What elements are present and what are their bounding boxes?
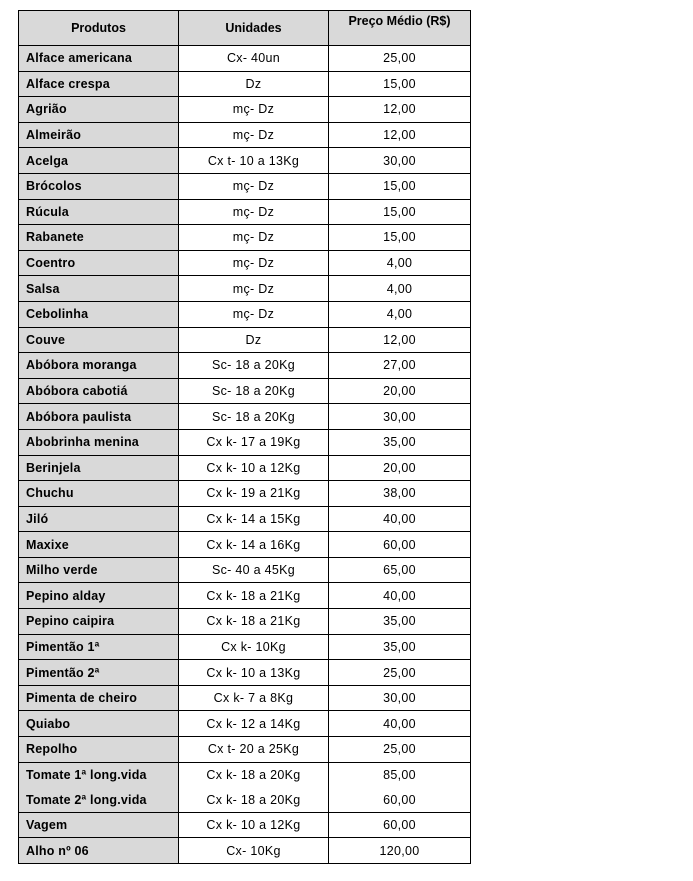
unit-cell: mç- Dz xyxy=(179,276,329,302)
price-cell: 12,00 xyxy=(329,327,471,353)
table-row xyxy=(19,481,471,507)
table-row xyxy=(19,506,471,532)
price-cell: 60,00 xyxy=(329,787,471,812)
product-cell: Berinjela xyxy=(19,455,179,481)
price-cell: 15,00 xyxy=(329,173,471,199)
unit-cell: Cx k- 10 a 12Kg xyxy=(179,455,329,481)
product-cell: Pepino alday xyxy=(19,583,179,609)
table-row xyxy=(19,250,471,276)
unit-cell: mç- Dz xyxy=(179,301,329,327)
table-body xyxy=(19,46,471,864)
unit-cell: Cx k- 18 a 20Kg xyxy=(179,762,329,787)
price-cell: 35,00 xyxy=(329,609,471,635)
price-cell: 15,00 xyxy=(329,199,471,225)
unit-cell: mç- Dz xyxy=(179,97,329,123)
price-cell: 4,00 xyxy=(329,276,471,302)
table-row xyxy=(19,199,471,225)
product-cell: Pimenta de cheiro xyxy=(19,685,179,711)
product-cell: Acelga xyxy=(19,148,179,174)
unit-cell: Cx k- 7 a 8Kg xyxy=(179,685,329,711)
unit-cell: mç- Dz xyxy=(179,173,329,199)
product-cell: Couve xyxy=(19,327,179,353)
price-cell: 38,00 xyxy=(329,481,471,507)
unit-cell: Sc- 18 a 20Kg xyxy=(179,378,329,404)
product-cell: Milho verde xyxy=(19,557,179,583)
price-table-container xyxy=(18,10,471,864)
product-cell: Abóbora paulista xyxy=(19,404,179,430)
table-row xyxy=(19,609,471,635)
product-cell: Agrião xyxy=(19,97,179,123)
price-cell: 65,00 xyxy=(329,557,471,583)
price-cell: 20,00 xyxy=(329,455,471,481)
table-row xyxy=(19,455,471,481)
unit-cell: Sc- 18 a 20Kg xyxy=(179,353,329,379)
price-cell: 35,00 xyxy=(329,634,471,660)
unit-cell: Cx k- 18 a 21Kg xyxy=(179,609,329,635)
header-preco-medio: Preço Médio (R$) xyxy=(329,11,471,46)
table-row xyxy=(19,532,471,558)
price-cell: 12,00 xyxy=(329,97,471,123)
price-cell: 12,00 xyxy=(329,122,471,148)
unit-cell: Cx k- 14 a 15Kg xyxy=(179,506,329,532)
unit-cell: Cx k- 10 a 12Kg xyxy=(179,812,329,838)
product-cell: Salsa xyxy=(19,276,179,302)
product-cell: Pimentão 2ª xyxy=(19,660,179,686)
price-cell: 40,00 xyxy=(329,583,471,609)
product-cell: Quiabo xyxy=(19,711,179,737)
price-cell: 25,00 xyxy=(329,660,471,686)
table-row xyxy=(19,173,471,199)
unit-cell: Cx k- 19 a 21Kg xyxy=(179,481,329,507)
product-cell: Maxixe xyxy=(19,532,179,558)
product-cell: Alho nº 06 xyxy=(19,838,179,864)
table-header-row xyxy=(19,11,471,46)
product-cell: Abóbora moranga xyxy=(19,353,179,379)
unit-cell: Cx k- 18 a 20Kg xyxy=(179,787,329,812)
price-cell: 27,00 xyxy=(329,353,471,379)
product-cell: Abobrinha menina xyxy=(19,429,179,455)
price-cell: 35,00 xyxy=(329,429,471,455)
product-cell: Chuchu xyxy=(19,481,179,507)
unit-cell: Cx k- 10Kg xyxy=(179,634,329,660)
table-row xyxy=(19,429,471,455)
product-cell: Brócolos xyxy=(19,173,179,199)
unit-cell: Dz xyxy=(179,71,329,97)
product-cell: Almeirão xyxy=(19,122,179,148)
table-row xyxy=(19,225,471,251)
unit-cell: Cx k- 10 a 13Kg xyxy=(179,660,329,686)
table-row xyxy=(19,812,471,838)
unit-cell: mç- Dz xyxy=(179,199,329,225)
table-row xyxy=(19,660,471,686)
product-cell: Tomate 2ª long.vida xyxy=(19,787,179,812)
product-cell: Pepino caipira xyxy=(19,609,179,635)
price-cell: 30,00 xyxy=(329,148,471,174)
table-row xyxy=(19,327,471,353)
product-cell: Jiló xyxy=(19,506,179,532)
product-cell: Alface crespa xyxy=(19,71,179,97)
table-row xyxy=(19,737,471,763)
price-cell: 30,00 xyxy=(329,404,471,430)
unit-cell: mç- Dz xyxy=(179,250,329,276)
table-row xyxy=(19,353,471,379)
unit-cell: Cx- 10Kg xyxy=(179,838,329,864)
table-row xyxy=(19,301,471,327)
unit-cell: Cx k- 14 a 16Kg xyxy=(179,532,329,558)
unit-cell: Cx k- 17 a 19Kg xyxy=(179,429,329,455)
table-row xyxy=(19,71,471,97)
unit-cell: Cx t- 20 a 25Kg xyxy=(179,737,329,763)
table-row xyxy=(19,378,471,404)
unit-cell: Cx k- 18 a 21Kg xyxy=(179,583,329,609)
unit-cell: Cx k- 12 a 14Kg xyxy=(179,711,329,737)
price-cell: 15,00 xyxy=(329,225,471,251)
header-produtos: Produtos xyxy=(19,11,179,46)
unit-cell: Sc- 40 a 45Kg xyxy=(179,557,329,583)
unit-cell: mç- Dz xyxy=(179,225,329,251)
product-cell: Rabanete xyxy=(19,225,179,251)
table-row xyxy=(19,711,471,737)
product-cell: Cebolinha xyxy=(19,301,179,327)
table-row xyxy=(19,46,471,72)
product-cell: Tomate 1ª long.vida xyxy=(19,762,179,787)
unit-cell: Cx- 40un xyxy=(179,46,329,72)
table-row xyxy=(19,97,471,123)
price-cell: 4,00 xyxy=(329,301,471,327)
table-row xyxy=(19,762,471,787)
table-row xyxy=(19,276,471,302)
price-table xyxy=(18,10,471,864)
price-cell: 15,00 xyxy=(329,71,471,97)
product-cell: Abóbora cabotiá xyxy=(19,378,179,404)
product-cell: Pimentão 1ª xyxy=(19,634,179,660)
price-cell: 60,00 xyxy=(329,812,471,838)
product-cell: Vagem xyxy=(19,812,179,838)
table-row xyxy=(19,583,471,609)
table-row xyxy=(19,685,471,711)
price-cell: 25,00 xyxy=(329,46,471,72)
price-cell: 60,00 xyxy=(329,532,471,558)
table-row xyxy=(19,557,471,583)
price-cell: 30,00 xyxy=(329,685,471,711)
price-cell: 20,00 xyxy=(329,378,471,404)
price-cell: 40,00 xyxy=(329,506,471,532)
price-cell: 25,00 xyxy=(329,737,471,763)
price-cell: 85,00 xyxy=(329,762,471,787)
product-cell: Repolho xyxy=(19,737,179,763)
product-cell: Coentro xyxy=(19,250,179,276)
unit-cell: Dz xyxy=(179,327,329,353)
table-row xyxy=(19,838,471,864)
table-row xyxy=(19,148,471,174)
price-cell: 4,00 xyxy=(329,250,471,276)
price-cell: 120,00 xyxy=(329,838,471,864)
product-cell: Rúcula xyxy=(19,199,179,225)
table-row xyxy=(19,787,471,812)
unit-cell: mç- Dz xyxy=(179,122,329,148)
table-row xyxy=(19,634,471,660)
table-row xyxy=(19,122,471,148)
table-row xyxy=(19,404,471,430)
unit-cell: Cx t- 10 a 13Kg xyxy=(179,148,329,174)
price-cell: 40,00 xyxy=(329,711,471,737)
header-unidades: Unidades xyxy=(179,11,329,46)
unit-cell: Sc- 18 a 20Kg xyxy=(179,404,329,430)
product-cell: Alface americana xyxy=(19,46,179,72)
